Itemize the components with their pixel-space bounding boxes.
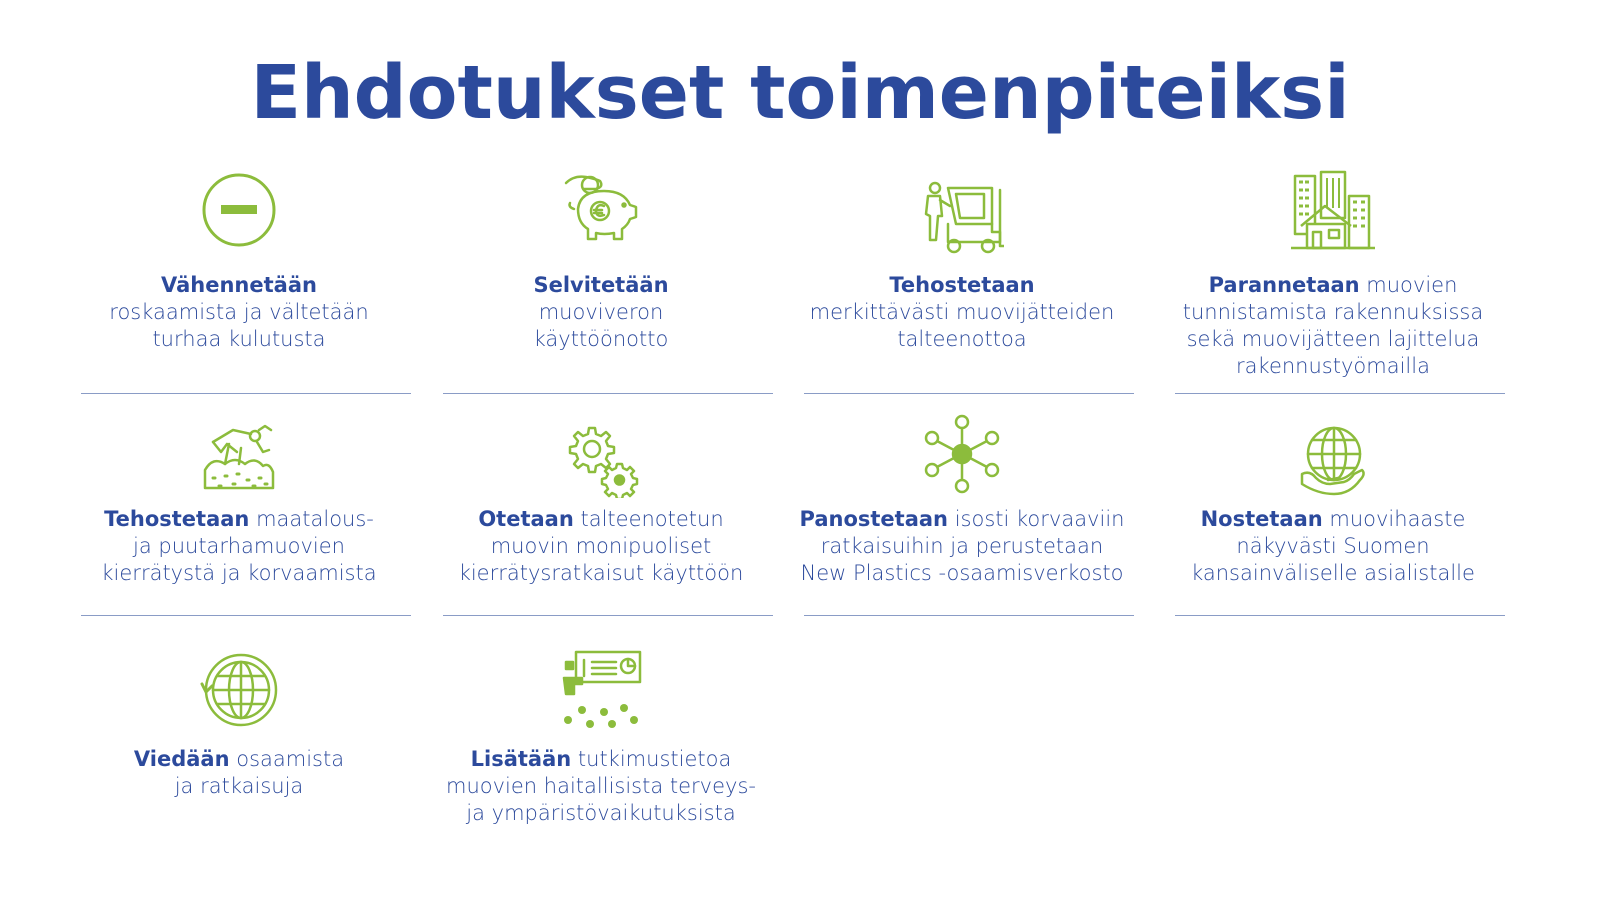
row-divider bbox=[1175, 393, 1505, 394]
item-text: talteenotetun bbox=[573, 507, 724, 531]
item-bold: Tehostetaan bbox=[889, 273, 1035, 297]
item-text: muovien bbox=[1359, 273, 1458, 297]
item-line: tunnistamista rakennuksissa bbox=[1182, 300, 1484, 324]
item-bold: Viedään bbox=[133, 747, 230, 771]
globe-hand-icon bbox=[1298, 424, 1368, 498]
item-line: ja ympäristövaikutuksista bbox=[466, 801, 736, 825]
item-text: osaamista bbox=[229, 747, 345, 771]
row-divider bbox=[1175, 615, 1505, 616]
research-presentation-icon bbox=[560, 650, 642, 730]
item-line: näkyvästi Suomen bbox=[1236, 534, 1430, 558]
item-bold: Parannetaan bbox=[1208, 273, 1360, 297]
item-line: muoviveron bbox=[538, 300, 664, 324]
row-divider bbox=[804, 393, 1134, 394]
row-divider bbox=[81, 615, 411, 616]
row-divider bbox=[804, 615, 1134, 616]
page-title: Ehdotukset toimenpiteiksi bbox=[250, 50, 1350, 136]
forklift-worker-icon bbox=[920, 180, 1004, 262]
item-text: maatalous- bbox=[249, 507, 374, 531]
farmer-field-icon bbox=[201, 424, 277, 490]
network-icon bbox=[920, 414, 1004, 494]
item-line: New Plastics -osaamisverkosto bbox=[800, 561, 1124, 585]
item-bold: Panostetaan bbox=[799, 507, 949, 531]
item-bold: Lisätään bbox=[470, 747, 572, 771]
item-line: ratkaisuihin ja perustetaan bbox=[820, 534, 1104, 558]
piggy-bank-euro-icon bbox=[556, 165, 646, 255]
item-line: kierrätystä ja korvaamista bbox=[101, 561, 377, 585]
gears-icon bbox=[563, 424, 639, 498]
item-line: ja ratkaisuja bbox=[174, 774, 304, 798]
item-bold: Otetaan bbox=[478, 507, 574, 531]
item-text: muovihaaste bbox=[1322, 507, 1466, 531]
item-line: talteenottoa bbox=[897, 327, 1027, 351]
item-line: muovin monipuoliset bbox=[490, 534, 712, 558]
item-bold: Selvitetään bbox=[533, 273, 669, 297]
item-line: ja puutarhamuovien bbox=[133, 534, 345, 558]
item-bold: Vähennetään bbox=[161, 273, 317, 297]
row-divider bbox=[443, 615, 773, 616]
minus-circle-icon bbox=[199, 170, 279, 250]
item-line: merkittävästi muovijätteiden bbox=[809, 300, 1115, 324]
buildings-house-icon bbox=[1291, 170, 1375, 254]
item-line: muovien haitallisista terveys- bbox=[446, 774, 756, 798]
item-line: kansainväliselle asialistalle bbox=[1191, 561, 1475, 585]
item-line: kierrätysratkaisut käyttöön bbox=[458, 561, 744, 585]
item-text: tutkimustietoa bbox=[571, 747, 732, 771]
item-line: roskaamista ja vältetään bbox=[109, 300, 369, 324]
globe-arrow-icon bbox=[196, 650, 282, 730]
item-bold: Nostetaan bbox=[1200, 507, 1323, 531]
row-divider bbox=[443, 393, 773, 394]
item-line: sekä muovijätteen lajittelua bbox=[1186, 327, 1480, 351]
item-text: isosti korvaaviin bbox=[948, 507, 1125, 531]
item-line: käyttöönotto bbox=[533, 327, 669, 351]
item-line: rakennustyömailla bbox=[1236, 354, 1430, 378]
item-bold: Tehostetaan bbox=[104, 507, 250, 531]
row-divider bbox=[81, 393, 411, 394]
item-line: turhaa kulutusta bbox=[152, 327, 326, 351]
